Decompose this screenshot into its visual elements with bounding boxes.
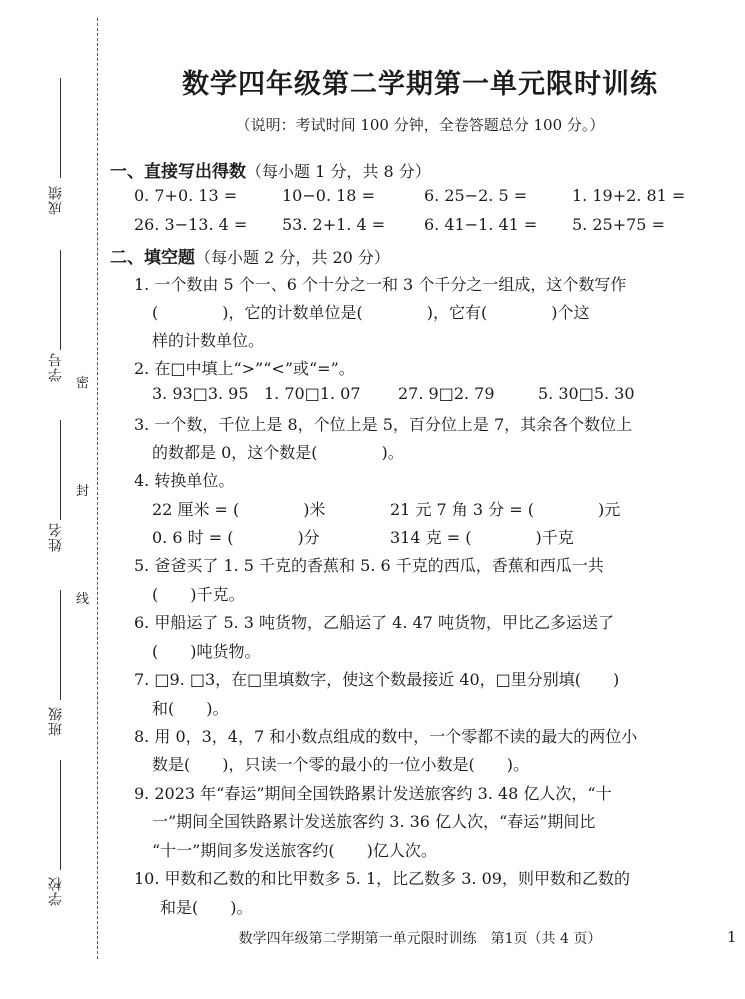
- page-title: 数学四年级第二学期第一单元限时训练: [182, 69, 658, 100]
- calc-item: 6. 41−1. 41 =: [424, 215, 538, 234]
- seal-char-feng: 封: [76, 484, 90, 499]
- unit-item: 314 克 = ( )千克: [390, 528, 574, 547]
- q6-line-1: 6. 甲船运了 5. 3 吨货物，乙船运了 4. 47 吨货物，甲比乙多运送了: [134, 613, 614, 632]
- calc-item: 5. 25+75 =: [572, 215, 665, 234]
- seal-char-xian: 线: [76, 592, 90, 607]
- score-label: 成绩: [48, 185, 64, 215]
- q8-line-1: 8. 用 0，3，4，7 和小数点组成的数中，一个零都不读的最大的两位小: [134, 727, 638, 746]
- q1-line-1: 1. 一个数由 5 个一、6 个十分之一和 3 个千分之一组成，这个数写作: [134, 275, 627, 294]
- q9-line-1: 9. 2023 年“春运”期间全国铁路累计发送旅客约 3. 48 亿人次，“十: [134, 784, 612, 803]
- score-rule: [60, 78, 61, 178]
- q10-line-2: 和是( )。: [160, 898, 253, 917]
- q9-line-2: 一”期间全国铁路累计发送旅客约 3. 36 亿人次，“春运”期间比: [152, 812, 596, 831]
- compare-item: 1. 70□1. 07: [264, 384, 361, 403]
- q1-line-3: 样的计数单位。: [152, 331, 265, 350]
- q5-line-2: ( )千克。: [152, 585, 245, 604]
- unit-item: 21 元 7 角 3 分 = ( )元: [390, 500, 621, 519]
- calc-item: 6. 25−2. 5 =: [424, 186, 528, 205]
- q3-line-1: 3. 一个数，千位上是 8，个位上是 5，百分位上是 7，其余各个数位上: [134, 415, 633, 434]
- compare-item: 27. 9□2. 79: [398, 384, 495, 403]
- binding-dashed-line: [97, 18, 98, 959]
- name-rule: [60, 420, 61, 520]
- section1-note: （每小题 1 分，共 8 分）: [246, 162, 431, 181]
- school-label: 学校: [48, 876, 64, 906]
- class-rule: [60, 590, 61, 700]
- calc-item: 26. 3−13. 4 =: [134, 215, 248, 234]
- q5-line-1: 5. 爸爸买了 1. 5 千克的香蕉和 5. 6 千克的西瓜，香蕉和西瓜一共: [134, 556, 604, 575]
- unit-item: 22 厘米 = ( )米: [152, 500, 326, 519]
- school-rule: [60, 760, 61, 870]
- q8-line-2: 数是( )，只读一个零的最小的一位小数是( )。: [152, 755, 529, 774]
- q3-line-2: 的数都是 0，这个数是( )。: [152, 443, 404, 462]
- q6-line-2: ( )吨货物。: [152, 642, 261, 661]
- page-subtitle: （说明：考试时间 100 分钟，全卷答题总分 100 分。）: [235, 116, 605, 134]
- calc-item: 53. 2+1. 4 =: [282, 215, 386, 234]
- class-label: 班级: [48, 706, 64, 736]
- student-no-rule: [60, 250, 61, 350]
- compare-item: 3. 93□3. 95: [152, 384, 249, 403]
- q9-line-3: “十一”期间多发送旅客约( )亿人次。: [152, 841, 437, 860]
- q4-line-1: 4. 转换单位。: [134, 471, 235, 490]
- section2-heading: [110, 243, 390, 268]
- calc-item: 0. 7+0. 13 =: [134, 186, 238, 205]
- student-no-label: 学号: [48, 352, 64, 382]
- seal-char-mi: 密: [76, 376, 90, 391]
- section2-note: （每小题 2 分，共 20 分）: [195, 248, 390, 267]
- q7-line-1: 7. □9. □3，在□里填数字，使这个数最接近 40，□里分别填( ): [134, 670, 620, 689]
- section2-title: 二、填空题: [110, 248, 195, 268]
- q7-line-2: 和( )。: [152, 699, 229, 718]
- q1-line-2: ( )，它的计数单位是( )，它有( )个这: [152, 303, 590, 322]
- q10-line-1: 10. 甲数和乙数的和比甲数多 5. 1，比乙数多 3. 09，则甲数和乙数的: [134, 869, 630, 888]
- q2-line-1: 2. 在□中填上“>”“<”或“=”。: [134, 359, 355, 378]
- page-number: 1: [727, 928, 737, 946]
- section1-heading: [110, 157, 431, 182]
- page-footer: 数学四年级第二学期第一单元限时训练 第1页（共 4 页）: [238, 931, 602, 947]
- name-label: 姓名: [48, 522, 64, 552]
- unit-item: 0. 6 时 = ( )分: [152, 528, 320, 547]
- compare-item: 5. 30□5. 30: [538, 384, 635, 403]
- section1-title: 一、直接写出得数: [110, 162, 246, 182]
- calc-item: 10−0. 18 =: [282, 186, 375, 205]
- calc-item: 1. 19+2. 81 =: [572, 186, 686, 205]
